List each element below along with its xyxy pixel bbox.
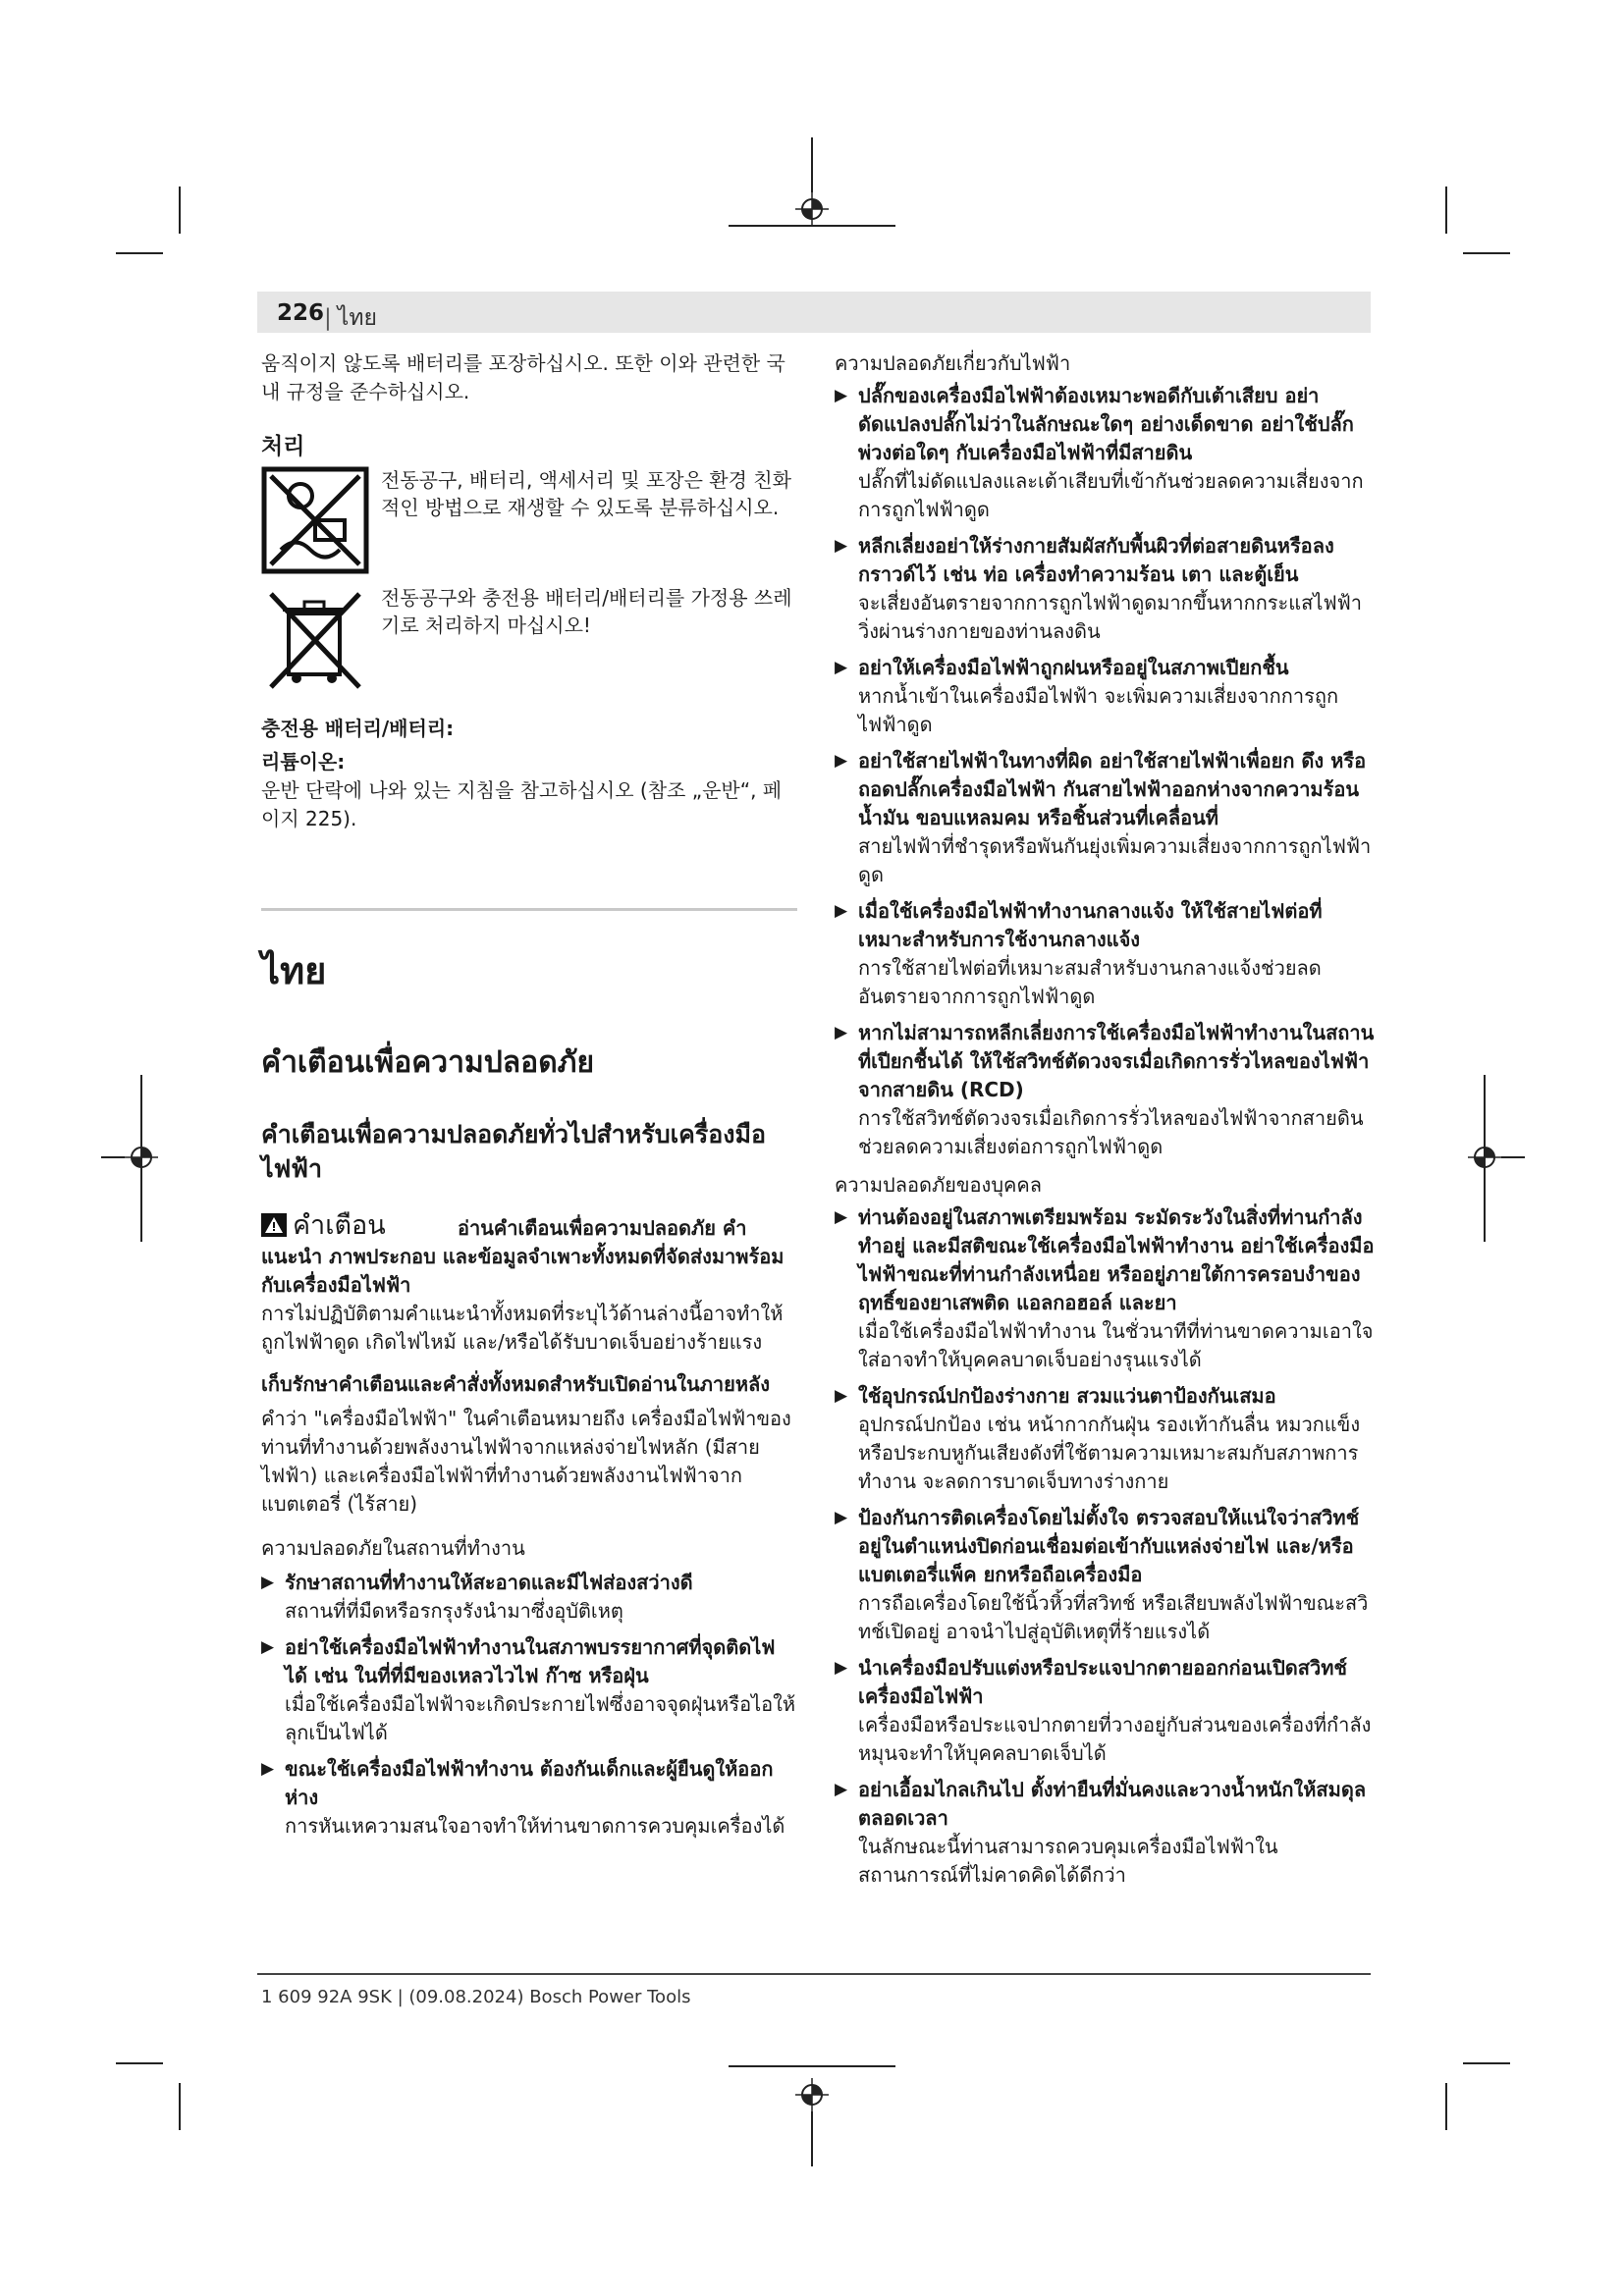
registration-line	[101, 1156, 125, 1158]
warning-label-text: คำเตือน	[293, 1210, 386, 1241]
bullet-arrow-icon: ▶	[835, 1386, 848, 1406]
electrical-safety-title: ความปลอดภัยเกี่ยวกับไฟฟ้า	[835, 351, 1071, 375]
footer-rule	[257, 1973, 1371, 1975]
recycling-tool-icon	[261, 466, 369, 574]
bullet-text: อุปกรณ์ปกป้อง เช่น หน้ากากกันฝุ่น รองเท้ากันลื่น หมวกแข็ง หรือประกบหูกันเสียงดังที่ใช้ตามความเหมาะสมกับสภาพการทำงาน จะลดการบาดเจ็บทางร่างกาย	[858, 1413, 1361, 1493]
crop-mark	[1445, 2083, 1447, 2130]
crossed-bin-icon	[261, 584, 369, 692]
list-item	[835, 897, 1375, 1011]
keep-instructions-title: เก็บรักษาคำเตือนและคำสั่งทั้งหมดสำหรับเปิดอ่านในภายหลัง	[261, 1372, 771, 1396]
bullet-text: เมื่อใช้เครื่องมือไฟฟ้าทำงาน ในชั่วนาทีที่ท่านขาดความเอาใจใส่อาจทำให้บุคคลบาดเจ็บอย่างรุนแรงได้	[858, 1319, 1374, 1371]
korean-intro-text: 움직이지 않도록 배터리를 포장하십시오. 또한 이와 관련한 국내 규정을 준수하십시오.	[261, 351, 785, 403]
bullet-text: การใช้สายไฟต่อที่เหมาะสมสำหรับงานกลางแจ้งช่วยลดอันตรายจากการถูกไฟฟ้าดูด	[858, 956, 1322, 1008]
bullet-text: การถือเครื่องโดยใช้นิ้วหิ้วที่สวิทช์ หรือเสียบพลังไฟฟ้าขณะสวิทช์เปิดอยู่ อาจนำไปสู่อุบัติเหตุที่ร้ายแรงได้	[858, 1591, 1369, 1643]
term-definition: คำว่า "เครื่องมือไฟฟ้า" ในคำเตือนหมายถึง เครื่องมือไฟฟ้าของท่านที่ทำงานด้วยพลังงานไฟฟ้าจากแหล่งจ่ายไฟหลัก (มีสายไฟฟ้า) และเครื่องมือไฟฟ้าที่ทำงานด้วยพลังงานไฟฟ้าจากแบตเตอรี่ (ไร้สาย)	[261, 1407, 791, 1516]
bullet-bold: หากไม่สามารถหลีกเลี่ยงการใช้เครื่องมือไฟฟ้าทำงานในสถานที่เปียกชื้นได้ ให้ใช้สวิทช์ตัดวงจรเมื่อเกิดการรั่วไหลของไฟฟ้าจากสายดิน (RCD)	[858, 1021, 1375, 1101]
list-item	[835, 747, 1375, 889]
thai-section-title: ไทย	[261, 949, 327, 992]
list-item	[835, 1776, 1375, 1890]
registration-line	[729, 225, 895, 227]
registration-line	[811, 137, 813, 192]
bullet-bold: อย่าให้เครื่องมือไฟฟ้าถูกฝนหรืออยู่ในสภาพเปียกชื้น	[858, 656, 1289, 679]
registration-line	[140, 1075, 142, 1242]
bullet-bold: รักษาสถานที่ทำงานให้สะอาดและมีไฟส่องสว่างดี	[285, 1571, 693, 1594]
bullet-arrow-icon: ▶	[261, 1759, 275, 1779]
bullet-text: การใช้สวิทช์ตัดวงจรเมื่อเกิดการรั่วไหลของไฟฟ้าจากสายดินช่วยลดความเสี่ยงต่อการถูกไฟฟ้าดูด	[858, 1106, 1364, 1158]
general-safety-title: คำเตือนเพื่อความปลอดภัยทั่วไปสำหรับเครื่องมือไฟฟ้า	[261, 1120, 766, 1183]
bullet-arrow-icon: ▶	[835, 1207, 848, 1227]
bullet-text: เครื่องมือหรือประแจปากตายที่วางอยู่กับส่วนของเครื่องที่กำลังหมุนจะทำให้บุคคลบาดเจ็บได้	[858, 1713, 1372, 1765]
crop-mark	[116, 252, 163, 254]
list-item	[261, 1633, 797, 1747]
list-item	[835, 1203, 1375, 1374]
safety-title: คำเตือนเพื่อความปลอดภัย	[261, 1045, 595, 1080]
bullet-arrow-icon: ▶	[261, 1637, 275, 1657]
registration-mark-icon	[795, 192, 829, 226]
bullet-text: สถานที่ที่มืดหรือรกรุงรังนำมาซึ่งอุบัติเหตุ	[285, 1599, 623, 1623]
section-divider	[261, 908, 797, 911]
page-number: 226	[277, 300, 325, 326]
bullet-arrow-icon: ▶	[835, 1023, 848, 1042]
crop-mark	[1463, 252, 1510, 254]
disposal-block-2	[261, 584, 797, 692]
bullet-arrow-icon: ▶	[835, 386, 848, 405]
crop-mark	[179, 2083, 181, 2130]
battery-heading: 충전용 배터리/배터리:	[261, 717, 455, 740]
bullet-arrow-icon: ▶	[835, 1780, 848, 1799]
bullet-bold: ขณะใช้เครื่องมือไฟฟ้าทำงาน ต้องกันเด็กและผู้ยืนดูให้ออกห่าง	[285, 1757, 774, 1809]
bullet-bold: ใช้อุปกรณ์ปกป้องร่างกาย สวมแว่นตาป้องกันเสมอ	[858, 1384, 1276, 1408]
bullet-bold: อย่าใช้เครื่องมือไฟฟ้าทำงานในสภาพบรรยากาศที่จุดติดไฟได้ เช่น ในที่ที่มีของเหลวไวไฟ ก๊าซ หรือฝุ่น	[285, 1635, 776, 1687]
crop-mark	[116, 2062, 163, 2064]
bullet-bold: ท่านต้องอยู่ในสภาพเตรียมพร้อม ระมัดระวังในสิ่งที่ท่านกำลังทำอยู่ และมีสติขณะใช้เครื่องมือไฟฟ้าทำงาน อย่าใช้เครื่องมือไฟฟ้าขณะที่ท่านกำลังเหนื่อย หรืออยู่ภายใต้การครอบงำของฤทธิ์ของยาเสพติด แอลกอฮอล์ และยา	[858, 1205, 1375, 1314]
list-item	[835, 654, 1375, 739]
bullet-arrow-icon: ▶	[261, 1573, 275, 1592]
crop-mark	[1463, 2062, 1510, 2064]
registration-mark-icon	[795, 2078, 829, 2111]
left-column	[261, 349, 797, 1848]
disposal-block-1	[261, 466, 797, 574]
list-item	[261, 1755, 797, 1841]
list-item	[835, 1019, 1375, 1161]
disposal-text-1: 전동공구, 배터리, 액세서리 및 포장은 환경 친화적인 방법으로 재생할 수 있도록 분류하십시오.	[381, 468, 791, 519]
warning-triangle-icon	[261, 1213, 287, 1237]
list-item	[835, 1382, 1375, 1496]
bullet-bold: นำเครื่องมือปรับแต่งหรือประแจปากตายออกก่อนเปิดสวิทช์เครื่องมือไฟฟ้า	[858, 1656, 1347, 1708]
work-area-title: ความปลอดภัยในสถานที่ทำงาน	[261, 1536, 525, 1560]
bullet-text: การหันเหความสนใจอาจทำให้ท่านขาดการควบคุมเครื่องได้	[285, 1814, 785, 1838]
disposal-heading: 처리	[261, 434, 305, 459]
warning-intro: อ่านคำเตือนเพื่อความปลอดภัย คำแนะนำ ภาพประกอบ และข้อมูลจำเพาะทั้งหมดที่จัดส่งมาพร้อมกับเครื่องมือไฟฟ้า	[261, 1216, 785, 1297]
registration-line	[1484, 1075, 1486, 1242]
bullet-arrow-icon: ▶	[835, 536, 848, 556]
registration-line	[811, 2111, 813, 2166]
right-column	[835, 349, 1375, 1897]
personal-safety-title: ความปลอดภัยของบุคคล	[835, 1173, 1043, 1197]
bullet-bold: ปลั๊กของเครื่องมือไฟฟ้าต้องเหมาะพอดีกับเต้าเสียบ อย่าดัดแปลงปลั๊กไม่ว่าในลักษณะใดๆ อย่างเด็ดขาด อย่าใช้ปลั๊กพ่วงต่อใดๆ กับเครื่องมือไฟฟ้าที่มีสายดิน	[858, 384, 1354, 464]
bullet-arrow-icon: ▶	[835, 658, 848, 677]
lithium-text: 운반 단락에 나와 있는 지침을 참고하십시오 (참조 „운반“, 페이지 225).	[261, 778, 783, 830]
footer-text: 1 609 92A 9SK | (09.08.2024) Bosch Power Tools	[261, 1987, 691, 2007]
registration-line	[1501, 1156, 1525, 1158]
list-item	[835, 382, 1375, 524]
bullet-bold: หลีกเลี่ยงอย่าให้ร่างกายสัมผัสกับพื้นผิวที่ต่อสายดินหรือลงกราวด์ไว้ เช่น ท่อ เครื่องทำความร้อน เตา และตู้เย็น	[858, 534, 1334, 586]
warning-label	[261, 1203, 458, 1246]
bullet-text: สายไฟฟ้าที่ชำรุดหรือพันกันยุ่งเพิ่มความเสี่ยงจากการถูกไฟฟ้าดูด	[858, 834, 1372, 886]
bullet-arrow-icon: ▶	[835, 1658, 848, 1678]
bullet-bold: อย่าเอื้อมไกลเกินไป ตั้งท่ายืนที่มั่นคงและวางน้ำหนักให้สมดุลตลอดเวลา	[858, 1778, 1367, 1830]
bullet-bold: ป้องกันการติดเครื่องโดยไม่ตั้งใจ ตรวจสอบให้แน่ใจว่าสวิทช์อยู่ในตำแหน่งปิดก่อนเชื่อมต่อเข้ากับแหล่งจ่ายไฟ และ/หรือแบตเตอรี่แพ็ค ยกหรือถือเครื่องมือ	[858, 1506, 1360, 1586]
warning-consequence: การไม่ปฏิบัติตามคำแนะนำทั้งหมดที่ระบุไว้ด้านล่างนี้อาจทำให้ถูกไฟฟ้าดูด เกิดไฟไหม้ และ/หรือได้รับบาดเจ็บอย่างร้ายแรง	[261, 1302, 784, 1354]
bullet-bold: เมื่อใช้เครื่องมือไฟฟ้าทำงานกลางแจ้ง ให้ใช้สายไฟต่อที่เหมาะสำหรับการใช้งานกลางแจ้ง	[858, 899, 1323, 951]
bullet-text: ในลักษณะนี้ท่านสามารถควบคุมเครื่องมือไฟฟ้าในสถานการณ์ที่ไม่คาดคิดได้ดีกว่า	[858, 1835, 1278, 1887]
bullet-text: เมื่อใช้เครื่องมือไฟฟ้าจะเกิดประกายไฟซึ่งอาจจุดฝุ่นหรือไอให้ลุกเป็นไฟได้	[285, 1692, 796, 1744]
bullet-arrow-icon: ▶	[835, 901, 848, 921]
bullet-text: หากน้ำเข้าในเครื่องมือไฟฟ้า จะเพิ่มความเสี่ยงจากการถูกไฟฟ้าดูด	[858, 684, 1339, 736]
crop-mark	[179, 187, 181, 234]
list-item	[835, 532, 1375, 646]
page-language: | ไทย	[324, 300, 377, 336]
crop-mark	[1445, 187, 1447, 234]
bullet-arrow-icon: ▶	[835, 751, 848, 771]
list-item	[835, 1504, 1375, 1646]
bullet-text: ปลั๊กที่ไม่ดัดแปลงและเต้าเสียบที่เข้ากันช่วยลดความเสี่ยงจากการถูกไฟฟ้าดูด	[858, 469, 1364, 521]
lithium-heading: 리튬이온:	[261, 750, 346, 774]
list-item	[835, 1654, 1375, 1768]
bullet-bold: อย่าใช้สายไฟฟ้าในทางที่ผิด อย่าใช้สายไฟฟ้าเพื่อยก ดึง หรือถอดปลั๊กเครื่องมือไฟฟ้า กันสายไฟฟ้าออกห่างจากความร้อน น้ำมัน ขอบแหลมคม หรือชิ้นส่วนที่เคลื่อนที่	[858, 749, 1367, 829]
registration-line	[729, 2065, 895, 2067]
disposal-text-2: 전동공구와 충전용 배터리/배터리를 가정용 쓰레기로 처리하지 마십시오!	[381, 586, 792, 637]
bullet-text: จะเสี่ยงอันตรายจากการถูกไฟฟ้าดูดมากขึ้นหากกระแสไฟฟ้าวิ่งผ่านร่างกายของท่านลงดิน	[858, 591, 1362, 643]
list-item	[261, 1569, 797, 1626]
bullet-arrow-icon: ▶	[835, 1508, 848, 1527]
page-header-bar	[257, 292, 1371, 333]
